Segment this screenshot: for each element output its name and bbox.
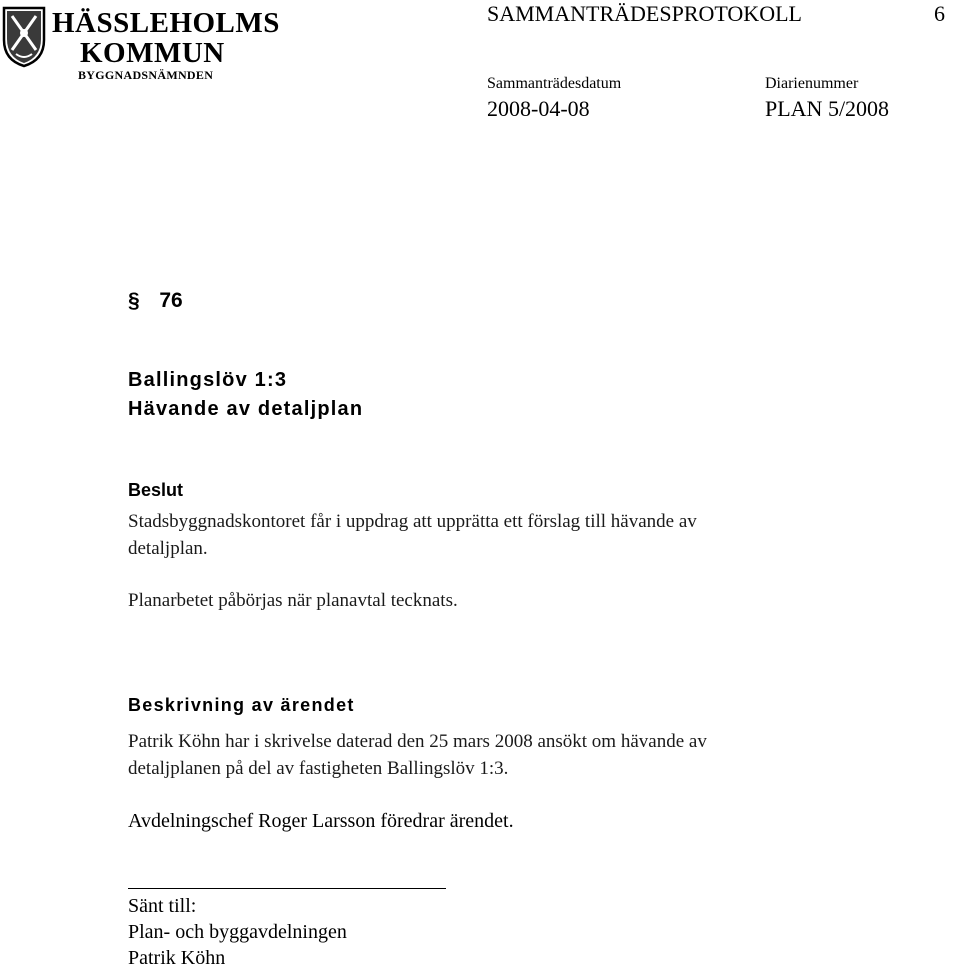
diary-number-value: PLAN 5/2008 xyxy=(765,96,890,121)
document-title: SAMMANTRÄDESPROTOKOLL xyxy=(487,1,802,26)
recipient-item: Plan- och byggavdelningen xyxy=(128,921,347,943)
section-title-line1: Ballingslöv 1:3 xyxy=(128,369,288,391)
coat-of-arms-icon xyxy=(2,6,46,68)
description-paragraph1-line2: detaljplanen på del av fastigheten Ballingslöv 1:3. xyxy=(128,758,509,779)
sent-to-label: Sänt till: xyxy=(128,895,197,917)
section-symbol: § xyxy=(128,289,140,312)
diary-number-label: Diarienummer xyxy=(765,75,859,92)
decision-paragraph1-line2: detaljplan. xyxy=(128,538,208,559)
section-title-line2: Hävande av detaljplan xyxy=(128,398,364,420)
logo-text-line2: KOMMUN xyxy=(80,37,225,69)
page-number: 6 xyxy=(934,1,945,26)
logo-text-line3: BYGGNADSNÄMNDEN xyxy=(78,68,214,82)
decision-paragraph1-line1: Stadsbyggnadskontoret får i uppdrag att upprätta ett förslag till hävande av xyxy=(128,511,697,532)
section-number-value: 76 xyxy=(159,289,183,312)
recipients-divider xyxy=(128,888,446,889)
logo-text-line1: HÄSSLEHOLMS xyxy=(52,7,280,39)
section-number xyxy=(128,287,183,315)
description-paragraph2: Avdelningschef Roger Larsson föredrar ärendet. xyxy=(128,810,514,832)
meeting-date-label: Sammanträdesdatum xyxy=(487,75,622,92)
recipient-item: Patrik Köhn xyxy=(128,947,226,969)
description-paragraph1-line1: Patrik Köhn har i skrivelse daterad den 25 mars 2008 ansökt om hävande av xyxy=(128,731,707,752)
municipality-logo xyxy=(0,2,280,82)
decision-paragraph2: Planarbetet påbörjas när planavtal tecknats. xyxy=(128,590,458,611)
meeting-date-value: 2008-04-08 xyxy=(487,96,590,121)
description-heading: Beskrivning av ärendet xyxy=(128,695,355,715)
decision-heading: Beslut xyxy=(128,480,184,500)
